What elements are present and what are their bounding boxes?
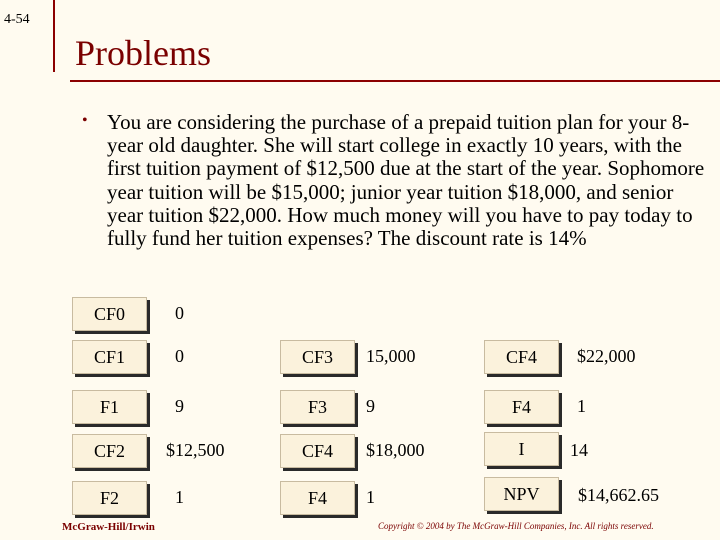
title-divider-vertical xyxy=(53,0,55,72)
key-f1: F1 xyxy=(72,390,147,424)
value-cf0: 0 xyxy=(175,303,184,323)
problem-text: You are considering the purchase of a prepaid tuition plan for your 8-year old daughter. She will start college in exactly 10 years, with the first tuition payment of $12,500 due at the start of the year. Sophomore year tuition will be $15,000; junior year tuition $18,000, and senior year tuition $22,000. How much money will you have to pay today to fully fund her tuition expenses? The discount rate is 14% xyxy=(107,110,705,251)
value-f3: 9 xyxy=(366,396,375,416)
key-f3: F3 xyxy=(280,390,355,424)
key-cf0: CF0 xyxy=(72,297,147,331)
key-cf4-right: CF4 xyxy=(484,340,559,374)
key-f4-right: F4 xyxy=(484,390,559,424)
value-cf3: 15,000 xyxy=(366,346,416,366)
key-f2: F2 xyxy=(72,481,147,515)
value-f2: 1 xyxy=(175,487,184,507)
key-cf4-mid: CF4 xyxy=(280,434,355,468)
value-cf4-right: $22,000 xyxy=(577,346,636,366)
value-cf2: $12,500 xyxy=(166,440,225,460)
value-f4-mid: 1 xyxy=(366,487,375,507)
value-f1: 9 xyxy=(175,396,184,416)
title-divider-horizontal xyxy=(70,80,720,82)
value-f4-right: 1 xyxy=(577,396,586,416)
value-cf1: 0 xyxy=(175,346,184,366)
key-cf1: CF1 xyxy=(72,340,147,374)
slide-number: 4-54 xyxy=(4,12,30,27)
key-cf3: CF3 xyxy=(280,340,355,374)
bullet-icon: • xyxy=(82,112,88,129)
slide-title: Problems xyxy=(75,33,212,73)
footer-copyright: Copyright © 2004 by The McGraw-Hill Companies, Inc. All rights reserved. xyxy=(378,521,654,531)
key-i: I xyxy=(484,432,559,466)
value-cf4-mid: $18,000 xyxy=(366,440,425,460)
key-npv: NPV xyxy=(484,477,559,511)
key-f4-mid: F4 xyxy=(280,481,355,515)
footer-publisher: McGraw-Hill/Irwin xyxy=(62,521,155,533)
value-i: 14 xyxy=(570,440,588,460)
key-cf2: CF2 xyxy=(72,434,147,468)
value-npv: $14,662.65 xyxy=(578,485,659,505)
